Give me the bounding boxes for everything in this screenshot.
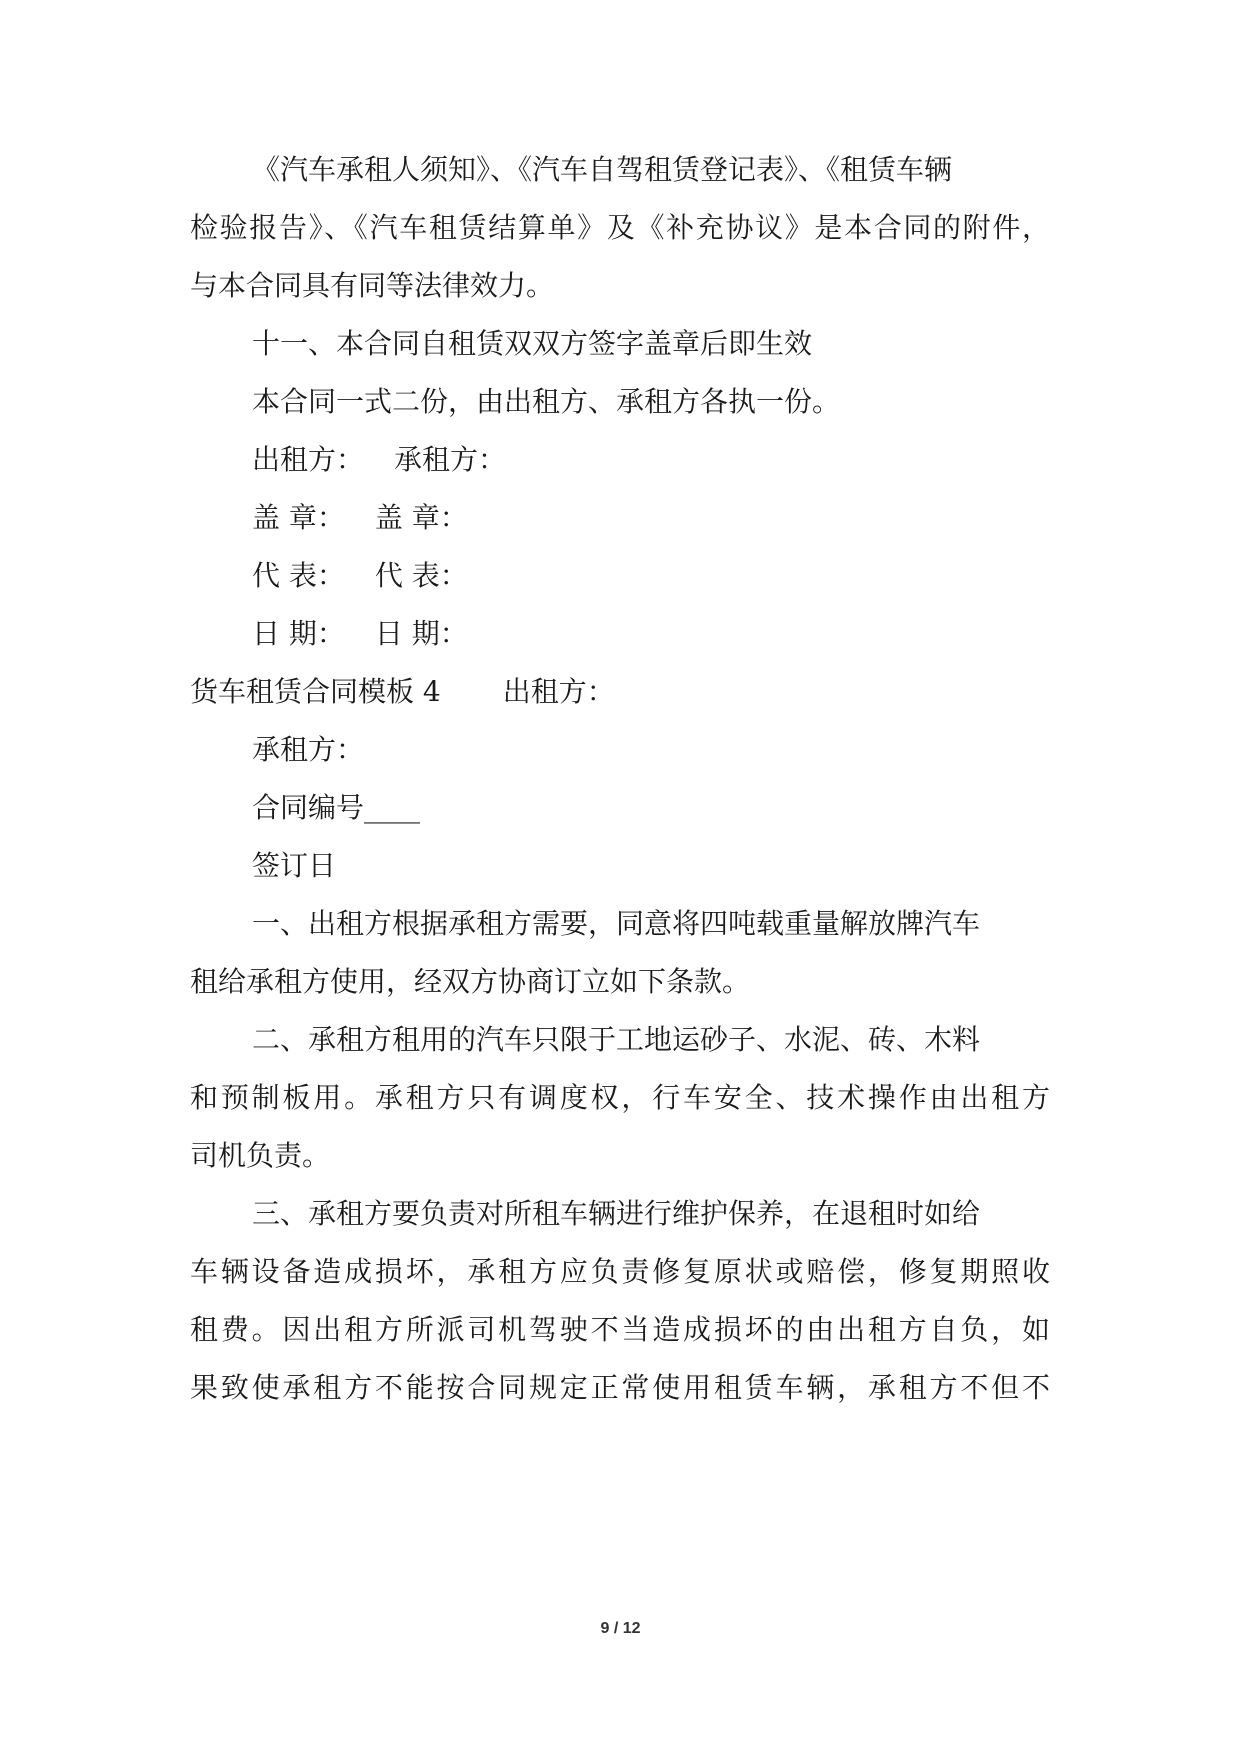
clause-line: 司机负责。 [190, 1139, 331, 1172]
seal-label-lessee: 盖 章： [374, 501, 468, 534]
date-label-lessor: 日 期： [252, 617, 345, 650]
template-heading: 货车租赁合同模板 4 [190, 675, 441, 708]
clause-line: 二、承租方租用的汽车只限于工地运砂子、水泥、砖、木料 [252, 1023, 981, 1056]
paragraph-line: 本合同一式二份，由出租方、承租方各执一份。 [252, 385, 841, 418]
signed-date: 签订日 [252, 849, 337, 882]
template-heading-row [190, 674, 1060, 710]
template-lessor-label: 出租方： [502, 675, 615, 708]
contract-number: 合同编号____ [252, 791, 421, 824]
rep-label-lessee: 代 表： [374, 559, 468, 592]
lessee-label: 承租方： [394, 443, 507, 476]
lessor-label: 出租方： [252, 443, 365, 476]
seal-label-lessor: 盖 章： [252, 501, 345, 534]
clause-line: 车辆设备造成损坏，承租方应负责修复原状或赔偿，修复期照收 [190, 1255, 1050, 1288]
signature-row-date [252, 616, 468, 652]
clause-heading: 十一、本合同自租赁双双方签字盖章后即生效 [252, 327, 813, 360]
paragraph-line: 与本合同具有同等法律效力。 [190, 269, 555, 302]
clause-line: 一、出租方根据承租方需要，同意将四吨载重量解放牌汽车 [252, 907, 981, 940]
clause-line: 和预制板用。承租方只有调度权，行车安全、技术操作由出租方 [190, 1081, 1050, 1114]
paragraph-line: 检验报告》、《汽车租赁结算单》及《补充协议》是本合同的附件， [190, 211, 1050, 244]
paragraph-line: 《汽车承租人须知》、《汽车自驾租赁登记表》、《租赁车辆 [252, 153, 953, 186]
clause-line: 租费。因出租方所派司机驾驶不当造成损坏的由出租方自负，如 [190, 1313, 1050, 1346]
clause-line: 租给承租方使用，经双方协商订立如下条款。 [190, 965, 751, 998]
clause-line: 果致使承租方不能按合同规定正常使用租赁车辆，承租方不但不 [190, 1371, 1050, 1404]
signature-row-parties [252, 442, 506, 478]
template-lessee-label: 承租方： [252, 733, 365, 766]
page-number: 9 / 12 [600, 1620, 641, 1637]
signature-row-seal [252, 500, 468, 536]
rep-label-lessor: 代 表： [252, 559, 345, 592]
signature-row-representative [252, 558, 468, 594]
date-label-lessee: 日 期： [374, 617, 468, 650]
clause-line: 三、承租方要负责对所租车辆进行维护保养，在退租时如给 [252, 1197, 981, 1230]
